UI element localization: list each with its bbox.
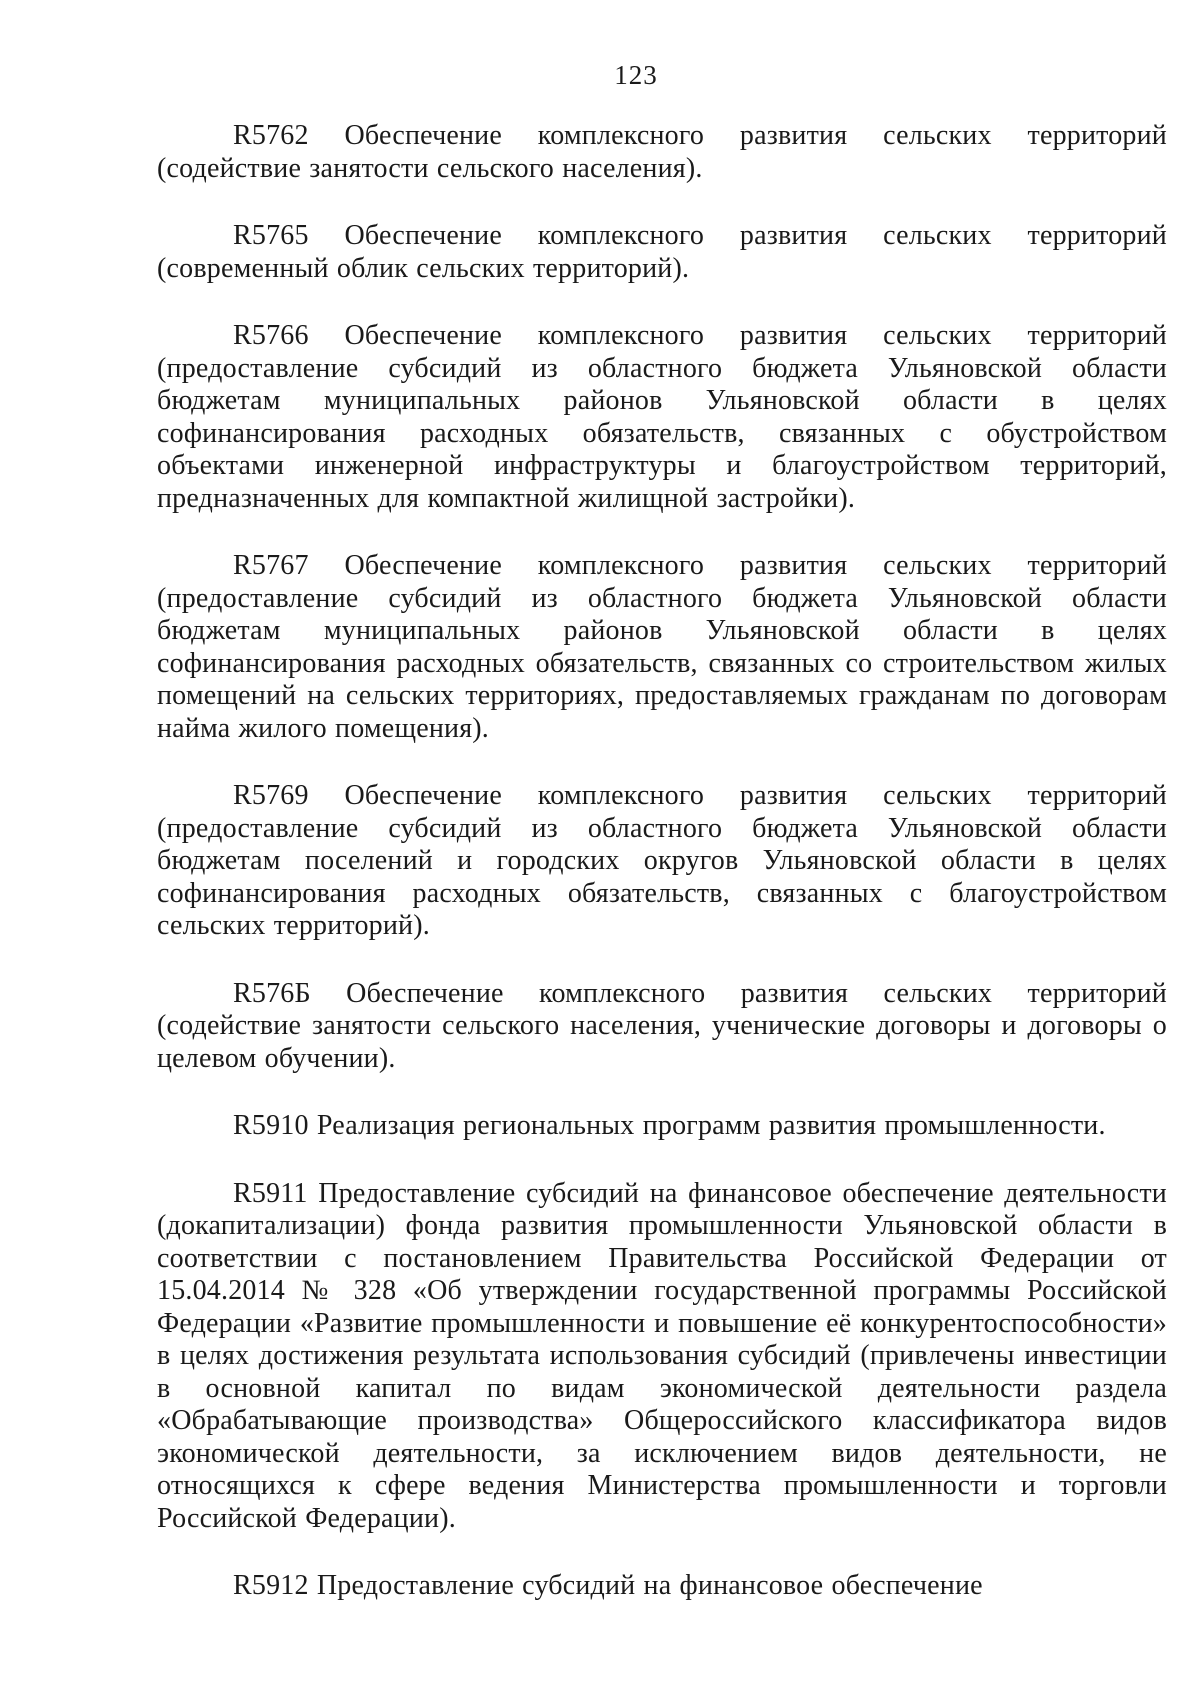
page-number: 123 bbox=[614, 60, 658, 90]
paragraph-r5767: R5767 Обеспечение комплексного развития сельских территорий (предоставление субсидий из областного бюджета Ульяновской области бюджетам муниципальных районов Ульяновской области в целях софинансирования расходных обязательств, связанных со строительством жилых помещений на сельских территориях, предоставляемых гражданам по договорам найма жилого помещения). bbox=[157, 550, 1167, 744]
paragraph-r5912: R5912 Предоставление субсидий на финансовое обеспечение bbox=[233, 1570, 983, 1601]
paragraph-r5910: R5910 Реализация региональных программ развития промышленности. bbox=[233, 1110, 1106, 1141]
paragraph-r576b: R576Б Обеспечение комплексного развития сельских территорий (содействие занятости сельского населения, ученические договоры и договоры о целевом обучении). bbox=[157, 977, 1167, 1074]
paragraph-r5769: R5769 Обеспечение комплексного развития сельских территорий (предоставление субсидий из областного бюджета Ульяновской области бюджетам поселений и городских округов Ульяновской области в целях софинансирования расходных обязательств, связанных с благоустройством сельских территорий). bbox=[157, 780, 1167, 941]
paragraph-r5911: R5911 Предоставление субсидий на финансовое обеспечение деятельности (докапитализации) фонда развития промышленности Ульяновской области в соответствии с постановлением Правительства Российской Федерации от 15.04.2014 № 328 «Об утверждении государственной программы Российской Федерации «Развитие промышленности и повышение её конкурентоспособности» в целях достижения результата использования субсидий (привлечены инвестиции в основной капитал по видам экономической деятельности раздела «Обрабатывающие производства» Общероссийского классификатора видов экономической деятельности, за исключением видов деятельности, не относящихся к сфере ведения Министерства промышленности и торговли Российской Федерации). bbox=[157, 1177, 1167, 1534]
paragraph-r5762: R5762 Обеспечение комплексного развития сельских территорий (содействие занятости сельского населения). bbox=[157, 120, 1167, 184]
document-body bbox=[157, 120, 1167, 1603]
paragraph-r5765: R5765 Обеспечение комплексного развития сельских территорий (современный облик сельских территорий). bbox=[157, 220, 1167, 284]
paragraph-r5766: R5766 Обеспечение комплексного развития сельских территорий (предоставление субсидий из областного бюджета Ульяновской области бюджетам муниципальных районов Ульяновской области в целях софинансирования расходных обязательств, связанных с обустройством объектами инженерной инфраструктуры и благоустройством территорий, предназначенных для компактной жилищной застройки). bbox=[157, 320, 1167, 514]
